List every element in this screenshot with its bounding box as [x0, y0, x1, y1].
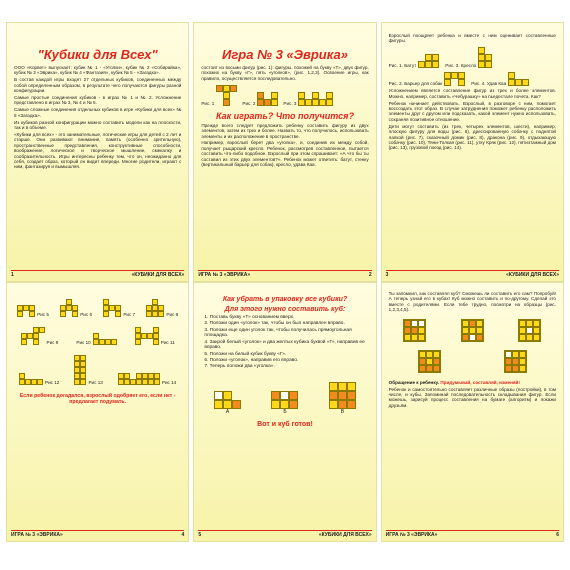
figure: [214, 382, 241, 415]
cube: [347, 391, 356, 400]
cube-figure: [74, 355, 86, 385]
cube: [522, 79, 529, 86]
empty-cell: [319, 92, 326, 99]
cube: [232, 400, 241, 409]
figure: [146, 299, 178, 317]
paragraph: Ребенок начинает действовать. Взрослый, в разговоре с ним, помогает воссоздать этот образ. В случае затруднения поможет ребенку расположить элементы друг с другом или подсказать, какой элемент нужно использовать, сохраняя позитивное отношение.: [388, 100, 556, 122]
figure-caption: Рис. 3: [283, 100, 297, 106]
page-1: [6, 22, 189, 282]
section-subtitle: Как убрать в упаковку все кубики?: [222, 296, 348, 303]
cube: [418, 61, 425, 68]
cube: [519, 351, 526, 358]
page-number: 4: [181, 532, 185, 538]
paragraph: Прежде всего следует предложить ребенку составить фигуру из двух элементов, затем из трех и более. Назвать то, что получилось, использовать элементы и их расположение в пространстве.: [201, 122, 369, 139]
figure: [118, 373, 176, 385]
figure-row: [7, 353, 188, 387]
figure-caption: Рис 12: [45, 380, 60, 385]
cube: [519, 320, 526, 327]
page-number: 6: [556, 532, 559, 538]
figure-caption: Рис 8: [166, 312, 179, 317]
cube: [485, 61, 492, 68]
empty-cell: [522, 72, 529, 79]
cube: [519, 334, 526, 341]
cube-figure: [216, 85, 237, 106]
cube: [111, 339, 117, 345]
footer-title: ИГРА № 3 «ЭВРИКА»: [11, 532, 63, 538]
cube: [411, 334, 418, 341]
cube-figure: [418, 350, 441, 373]
empty-cell: [264, 92, 271, 99]
cube-figure: [403, 319, 426, 342]
cube: [326, 92, 333, 99]
paragraph: Самые сложные соединения отдельных кубиков в игре «Кубики для всех» № 5 «Загадка».: [14, 107, 182, 118]
cube: [223, 391, 232, 400]
empty-cell: [418, 54, 425, 61]
page-title: Игра № 3 «Эврика»: [222, 47, 348, 62]
page-number: 3: [385, 272, 389, 278]
figure-row: [7, 325, 188, 347]
empty-cell: [289, 382, 298, 391]
figure-caption: Рис. 1: [201, 100, 215, 106]
cube-figure: [17, 305, 35, 317]
page-text: [7, 65, 188, 170]
figure: [242, 92, 278, 106]
cube: [505, 365, 512, 372]
cube-figure: [298, 92, 333, 106]
cube: [426, 365, 433, 372]
cube: [404, 320, 411, 327]
figure-caption: А: [225, 409, 230, 416]
figure-caption: Рис 6: [80, 312, 92, 317]
figure-caption: Рис. 2. Барьер для собак: [388, 81, 443, 87]
figure: [271, 382, 298, 415]
bottom-spread: [6, 282, 564, 542]
figure-caption: Рис 10: [76, 340, 91, 345]
cube: [419, 351, 426, 358]
address-label: Обращение к ребенку.: [388, 379, 440, 385]
paragraph: Ты запомнил, как составлял куб? Сможешь ли составить его сам? Попробуй! А теперь узнай его в кубах! Куб можно составить и по-другому. Сделай это вместе с родителями. Если тебе трудно, посмотри на образцы (рис. 1,2,3,4,5).: [388, 291, 556, 313]
cube: [280, 391, 289, 400]
cube: [223, 92, 230, 99]
cube: [329, 400, 338, 409]
figure: [201, 85, 237, 106]
figure-row: [382, 317, 563, 344]
cube: [508, 72, 515, 79]
cube: [462, 320, 469, 327]
cube: [533, 327, 540, 334]
cube: [230, 85, 237, 92]
footer-title: «КУБИКИ ДЛЯ ВСЕХ»: [506, 272, 559, 278]
figure-caption: В: [340, 409, 345, 416]
cube-figure: [21, 327, 45, 345]
cube: [72, 311, 78, 317]
paragraph: состоит из восьми фигур (рис. 1): фигуры, похожей на букву «Т», двух фигур, похожих на букву «Г», пять «уголков», (рис. 1,2,3). Освоение игры, как правило, осуществляется последовательно.: [201, 65, 369, 81]
empty-cell: [214, 382, 223, 391]
cube: [458, 79, 465, 86]
figure-caption: Рис 13: [88, 380, 103, 385]
page-number: 5: [198, 532, 202, 538]
cube: [338, 391, 347, 400]
cube: [476, 327, 483, 334]
empty-cell: [451, 79, 458, 86]
cube-figure: [214, 382, 241, 409]
figure: [60, 299, 92, 317]
page-3: [381, 22, 564, 282]
footer-title: ИГРА № 3 «ЭВРИКА»: [198, 272, 251, 278]
paragraph: Из кубиков разной конфигурации можно составить модели как на плоскости, так и в объеме.: [14, 119, 182, 131]
figure-caption: Б: [283, 409, 287, 416]
paragraph: «Кубики для всех» - это занимательные, логические игры для детей с 2 лет и старше. Они развивают внимание, память (особенно зрительную), пространственные представления, конструктивные способности, воображение, логическое и творческое мышление, смекалку и сообразительность. Игры интересны ребенку тем, что он, неожиданно для себя, создает образ, который он видит впереди. Многие родители, играют с ним, фантазируя и вымышляя.: [14, 131, 182, 170]
page-footer: [198, 270, 371, 278]
cube: [298, 99, 305, 106]
empty-cell: [515, 72, 522, 79]
cube: [214, 400, 223, 409]
page-text: [382, 88, 563, 150]
cube-figure: [146, 299, 164, 317]
cube: [223, 99, 230, 106]
figure-caption: Рис. 3. Кресло: [445, 63, 477, 69]
page-4: [6, 282, 189, 542]
cube: [257, 99, 264, 106]
cube: [338, 400, 347, 409]
cube: [512, 365, 519, 372]
cube-figure: [508, 72, 529, 86]
footer-title: ИГРА № 3 «ЭВРИКА»: [385, 532, 438, 538]
cube: [533, 334, 540, 341]
page-5: [193, 282, 376, 542]
figure-caption: Рис. 2: [242, 100, 256, 106]
cube: [223, 400, 232, 409]
cube: [419, 365, 426, 372]
cube: [411, 320, 418, 327]
intro-text: [382, 33, 563, 44]
empty-cell: [271, 382, 280, 391]
cube: [478, 54, 485, 61]
cube-figure: [103, 299, 121, 317]
cube: [508, 79, 515, 86]
cube: [280, 400, 289, 409]
page-6: [381, 282, 564, 542]
figure-caption: Рис. 1. Батут: [388, 63, 417, 69]
figure-row: [382, 70, 563, 88]
cube: [271, 99, 278, 106]
cube: [154, 379, 160, 385]
figure-caption: Рис 11: [160, 340, 175, 345]
cube: [478, 61, 485, 68]
cube: [519, 365, 526, 372]
empty-cell: [230, 92, 237, 99]
figure-caption: Рис 7: [123, 312, 136, 317]
cube: [312, 92, 319, 99]
cube: [312, 99, 319, 106]
cube: [305, 99, 312, 106]
cube-figure: [329, 382, 356, 409]
figure-row: [382, 45, 563, 70]
cube: [319, 99, 326, 106]
cube-figure: [418, 54, 439, 68]
cube: [426, 358, 433, 365]
cube: [404, 327, 411, 334]
paragraph: ООО «Корвет» выпускает: кубик № 1 - «Уголки», кубик № 2 «Собирайка», кубик № 3 «Эврика», кубик № 4 «Фантазия», кубик № 5 - «Загадка».: [14, 65, 182, 76]
figure-row: [382, 348, 563, 375]
cube: [29, 311, 35, 317]
cube: [526, 327, 533, 334]
figure-caption: Рис. 4. Удав Каа: [471, 81, 507, 87]
paragraph: Самые простые соединения кубиков - в играх № 1 и № 2. Усложнение представлено в играх № 3, № 4 и № 5.: [14, 95, 182, 106]
footer-title: «КУБИКИ ДЛЯ ВСЕХ»: [131, 272, 185, 278]
empty-cell: [232, 391, 241, 400]
page-footer: [386, 270, 559, 278]
figure-row: [194, 380, 375, 417]
cube: [289, 391, 298, 400]
footer-title: «КУБИКИ ДЛЯ ВСЕХ»: [318, 532, 372, 538]
empty-cell: [39, 339, 45, 345]
list-item: 5. Положи на белый кубик букву «Г».: [204, 351, 287, 357]
cube: [418, 327, 425, 334]
cube: [426, 351, 433, 358]
paragraph: Взрослый поощряет ребенка и вместе с ним оценивает составленные фигуры.: [388, 33, 556, 44]
cube: [433, 358, 440, 365]
cube: [329, 391, 338, 400]
empty-cell: [230, 99, 237, 106]
cube: [158, 311, 164, 317]
figure-caption: Рис 9: [46, 340, 59, 345]
cube: [257, 92, 264, 99]
cube-figure: [478, 47, 492, 68]
cube: [533, 320, 540, 327]
cube: [338, 382, 347, 391]
cube-figure: [257, 92, 278, 106]
cube: [444, 79, 451, 86]
intro-text: [194, 65, 375, 81]
figure: [21, 327, 59, 345]
cube: [505, 358, 512, 365]
address-block: [382, 380, 563, 409]
cube: [329, 382, 338, 391]
cube: [526, 334, 533, 341]
cube-figure: [461, 319, 484, 342]
cube: [432, 54, 439, 61]
figure: [389, 54, 440, 68]
cube: [425, 61, 432, 68]
figure: [445, 47, 492, 68]
hint-note: Если ребенок догадался, взрослый одобряет его, если нет - предлагает подумать.: [19, 393, 176, 406]
cube: [347, 382, 356, 391]
cube: [476, 320, 483, 327]
cube: [515, 79, 522, 86]
cube: [347, 400, 356, 409]
cube: [298, 92, 305, 99]
figure: [19, 373, 59, 385]
page-footer: [11, 530, 184, 538]
cube: [153, 339, 159, 345]
cube: [469, 334, 476, 341]
list-item: 3. Положи еще один уголок так, чтобы получилась прямоугольная площадка.: [204, 327, 352, 339]
empty-cell: [216, 99, 223, 106]
cube: [418, 334, 425, 341]
paragraph: Например, взрослый берет два «уголка», и, соединив их между собой, получает рыцарский кресло. Ребенок, рассмотрев составленное, пытается составить что-либо подобное. Взрослый при этом спрашивает: «А что бы ты составил из этих двух элементов?». Ребенок может ответить: батут, стенку (вертикальный барьер для собак), кресло, удава Каа.: [201, 140, 369, 168]
empty-cell: [216, 92, 223, 99]
section-subtitle: Как играть? Что получится?: [216, 110, 354, 121]
empty-cell: [232, 382, 241, 391]
cube-figure: [135, 327, 159, 345]
cube: [80, 379, 86, 385]
cube-figure: [60, 299, 78, 317]
figure: [103, 299, 135, 317]
figure-row: [194, 83, 375, 108]
figure-caption: Рис 5: [37, 312, 49, 317]
cube-figure: [118, 373, 160, 385]
paragraph: Усложнением является составление фигур из трех и более элементов. Можно, например, составить «Чебурашку» на пьедестале почета. Как?: [388, 88, 556, 99]
empty-cell: [280, 382, 289, 391]
section-subtitle: Для этого нужно составить куб:: [224, 306, 346, 313]
cube: [289, 400, 298, 409]
cube-figure: [518, 319, 541, 342]
intro-text: [382, 291, 563, 313]
cube: [512, 358, 519, 365]
cube: [433, 351, 440, 358]
page-2: [193, 22, 376, 282]
page-footer: [11, 270, 184, 278]
figure: [389, 72, 466, 86]
list-item: 1. Поставь букву «Т» основанием вверх.: [204, 315, 295, 320]
cube-figure: [271, 382, 298, 409]
cube: [458, 72, 465, 79]
cube: [526, 320, 533, 327]
cube: [451, 72, 458, 79]
figure-caption: Рис 14: [161, 380, 177, 385]
list-item: 2. Положи один «уголок» так, чтобы он был направлен вправо.: [204, 321, 345, 327]
page-number: 1: [11, 272, 14, 278]
page-title: "Кубики для Всех": [37, 47, 158, 62]
cube: [512, 351, 519, 358]
cube: [418, 320, 425, 327]
cube-figure: [93, 333, 117, 345]
page-footer: [198, 530, 371, 538]
cube-figure: [19, 373, 43, 385]
list-item: 4. Закрой белый «уголок» и два желтых кубика буквой «Г», направив ее вправо.: [204, 339, 365, 351]
cube: [469, 327, 476, 334]
cube: [462, 327, 469, 334]
cube: [462, 334, 469, 341]
list-item: 7. Теперь положи два «уголка».: [204, 364, 275, 370]
list-item: 6. Положи «уголок», направив его вправо.: [204, 358, 299, 364]
paragraph: Ребенок и самостоятельно составляет различные образы (постройки), в том числе, и кубы. Запоминай последовательность складывания фигур. Если можешь, зарисуй процесс составления на бумаге (алгоритм) и покажи друзьям.: [388, 386, 556, 408]
cube: [271, 92, 278, 99]
cube: [264, 99, 271, 106]
cube: [271, 391, 280, 400]
cube: [476, 334, 483, 341]
figure: [283, 92, 333, 106]
cube: [214, 391, 223, 400]
cube: [37, 379, 43, 385]
cube-figure: [444, 72, 465, 86]
empty-cell: [305, 92, 312, 99]
cube: [432, 61, 439, 68]
figure: [471, 72, 529, 86]
paragraph: В состав каждой игры входят 27 отдельных кубиков, соединенных между собой определенным образом, в результате чего получаются фигуры разной конфигурации.: [14, 77, 182, 94]
empty-cell: [485, 47, 492, 54]
cube: [433, 365, 440, 372]
cube: [425, 54, 432, 61]
cube: [519, 327, 526, 334]
cube: [485, 54, 492, 61]
figure: [74, 355, 102, 385]
page-number: 2: [368, 272, 372, 278]
done-message: Вот и куб готов!: [257, 421, 313, 429]
cube: [478, 47, 485, 54]
cube: [519, 358, 526, 365]
cube: [271, 400, 280, 409]
cube: [419, 358, 426, 365]
cube: [223, 85, 230, 92]
address-slogan: Придумывай, составляй, изменяй!: [440, 379, 520, 385]
figure: [17, 305, 49, 317]
figure: [135, 327, 175, 345]
cube: [404, 334, 411, 341]
figure: [76, 333, 116, 345]
cube: [326, 99, 333, 106]
cube: [216, 85, 223, 92]
figure-row: [7, 297, 188, 319]
cube: [115, 311, 121, 317]
cube: [505, 351, 512, 358]
top-spread: [6, 22, 564, 282]
cube: [411, 327, 418, 334]
figure: [329, 382, 356, 415]
steps-list: [194, 315, 375, 370]
page-text: [194, 123, 375, 168]
page-footer: [386, 530, 559, 538]
cube: [469, 320, 476, 327]
cube: [444, 72, 451, 79]
paragraph: Дети могут составить (из трех, четырех элементов, шести), например, плоскую фигуру для воды (рис. 6), дрессированную собачку с поднятой лапкой (рис. 7), сказочный домик (рис. 8), дракона (рис. 9), отдыхающую собачку (рис. 10), Тяни-Толкая (рис. 11), утку Кряк (рис. 12), пятиэтажный дом (рис. 13), грузовой поезд (рис. 14).: [388, 123, 556, 151]
cube-figure: [504, 350, 527, 373]
empty-cell: [223, 382, 232, 391]
